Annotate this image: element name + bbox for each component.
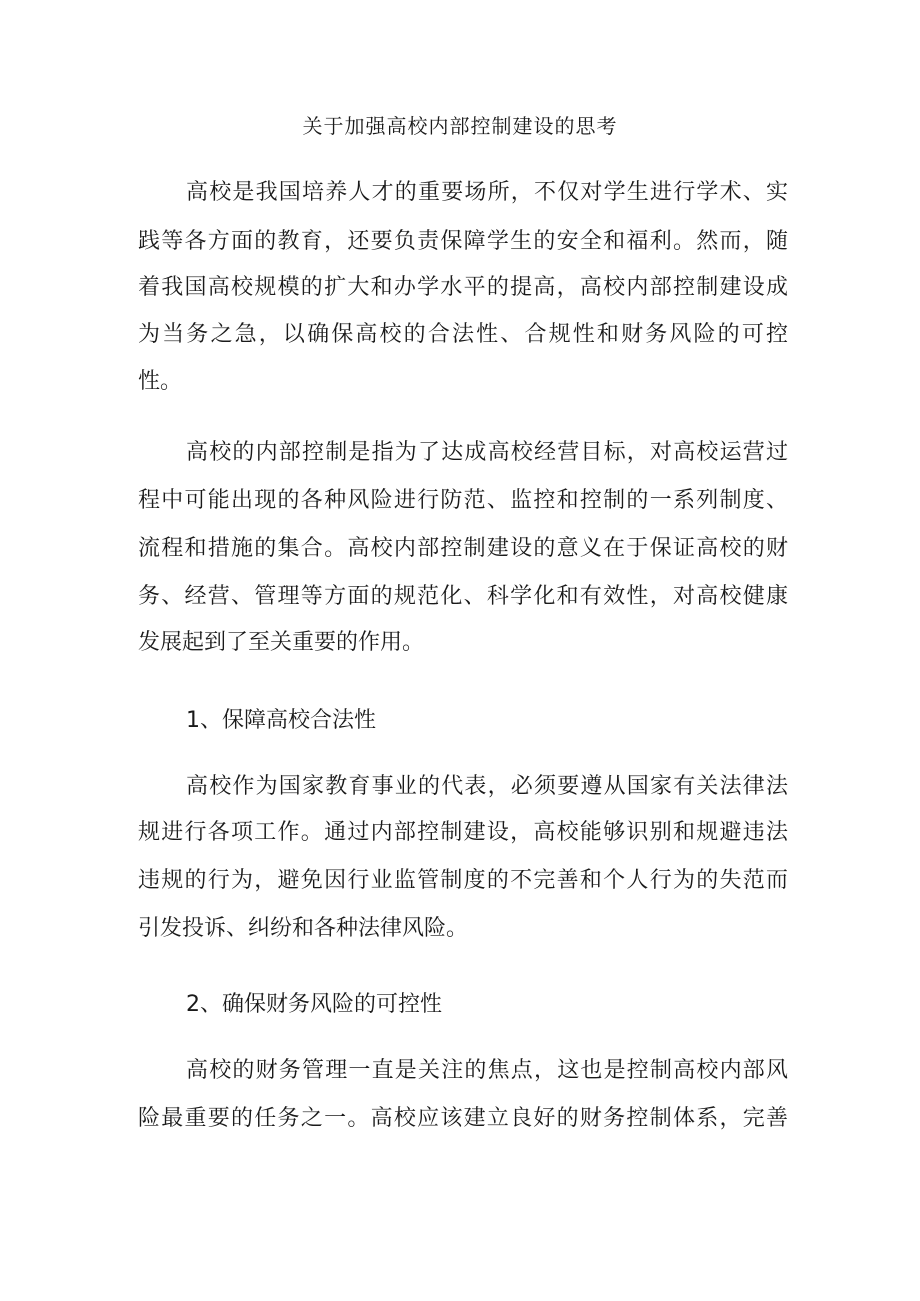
paragraph-3-line-1: 高校作为国家教育事业的代表，必须要遵从国家有关法律法 — [186, 774, 788, 799]
document-title: 关于加强高校内部控制建设的思考 — [302, 114, 618, 138]
paragraph-2-line-5: 发展起到了至关重要的作用。 — [138, 630, 425, 655]
paragraph-2-line-2: 程中可能出现的各种风险进行防范、监控和控制的一系列制度、 — [138, 488, 788, 513]
paragraph-4-line-2: 险最重要的任务之一。高校应该建立良好的财务控制体系，完善 — [138, 1106, 788, 1131]
paragraph-1-line-3: 着我国高校规模的扩大和办学水平的提高，高校内部控制建设成 — [138, 275, 788, 300]
paragraph-3-line-4: 引发投诉、纠纷和各种法律风险。 — [138, 916, 469, 941]
paragraph-4-line-1: 高校的财务管理一直是关注的焦点，这也是控制高校内部风 — [186, 1058, 788, 1083]
paragraph-3-line-3: 违规的行为，避免因行业监管制度的不完善和个人行为的失范而 — [138, 868, 788, 893]
paragraph-3-line-2: 规进行各项工作。通过内部控制建设，高校能够识别和规避违法 — [138, 820, 788, 845]
paragraph-1-line-2: 践等各方面的教育，还要负责保障学生的安全和福利。然而，随 — [138, 229, 788, 254]
paragraph-2-line-3: 流程和措施的集合。高校内部控制建设的意义在于保证高校的财 — [138, 536, 788, 561]
paragraph-1-line-5: 性。 — [138, 369, 183, 394]
paragraph-1-line-1: 高校是我国培养人才的重要场所，不仅对学生进行学术、实 — [186, 180, 788, 205]
section-heading-2: 2、确保财务风险的可控性 — [186, 992, 442, 1017]
paragraph-1-line-4: 为当务之急，以确保高校的合法性、合规性和财务风险的可控 — [138, 322, 788, 347]
paragraph-2-line-1: 高校的内部控制是指为了达成高校经营目标，对高校运营过 — [186, 440, 788, 465]
section-heading-1: 1、保障高校合法性 — [186, 708, 376, 733]
paragraph-2-line-4: 务、经营、管理等方面的规范化、科学化和有效性，对高校健康 — [138, 584, 788, 609]
